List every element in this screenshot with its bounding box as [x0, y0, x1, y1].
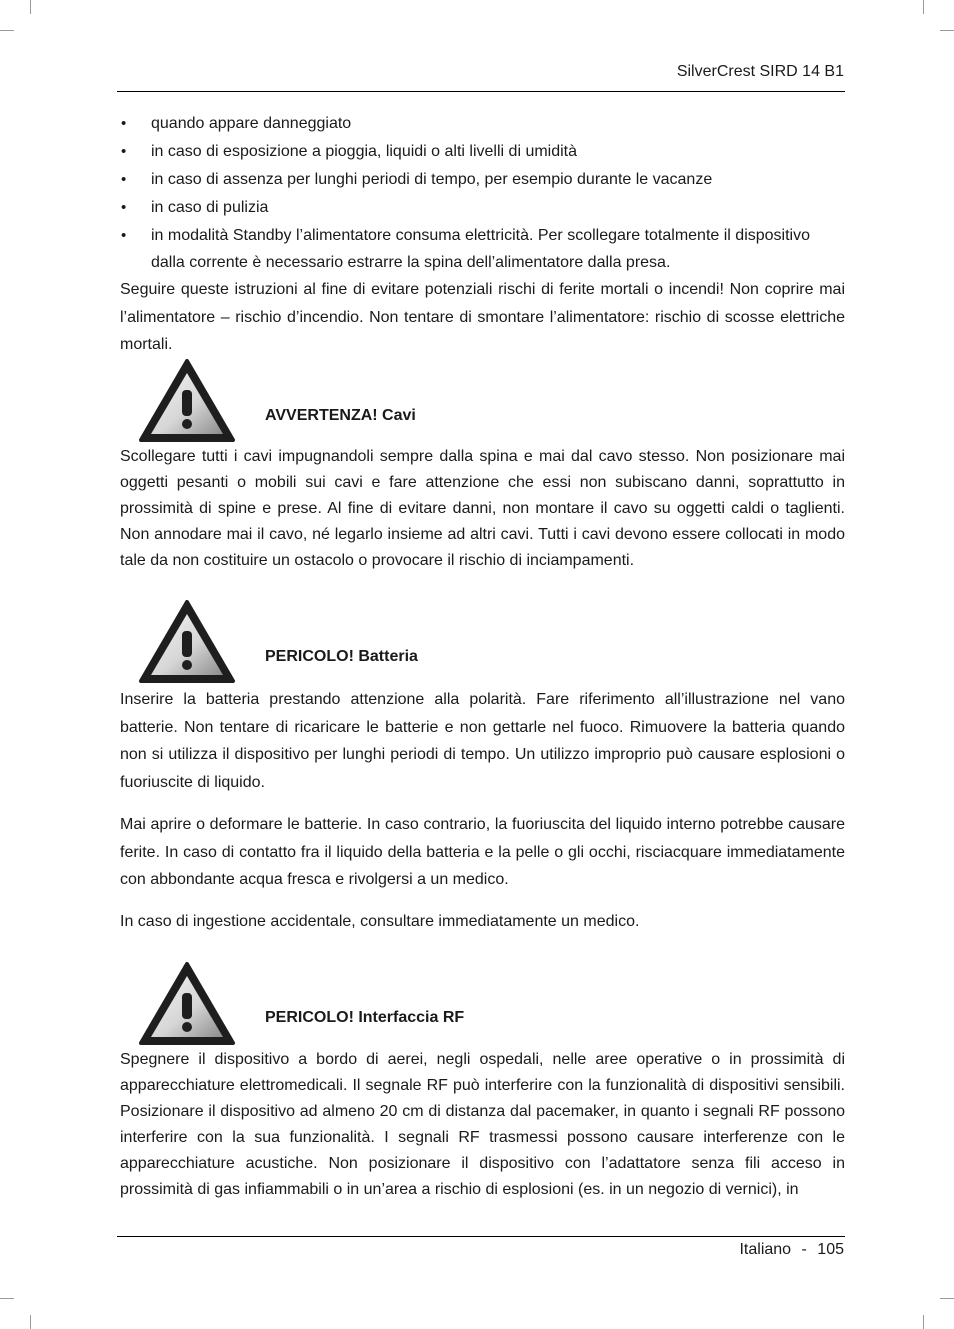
warning-triangle-icon: [138, 599, 236, 685]
crop-mark: [940, 30, 954, 31]
crop-mark: [0, 30, 14, 31]
warning-title: PERICOLO! Interfaccia RF: [265, 1009, 465, 1026]
bullet-icon: •: [121, 199, 127, 216]
list-item: • quando appare danneggiato: [120, 110, 845, 138]
page-footer: [739, 1241, 844, 1259]
list-item: • in modalità Standby l’alimentatore consuma elettricità. Per scollegare totalmente il dispositivo dalla corrente è necessario estrarre la spina dell’alimentatore dalla presa.: [120, 222, 845, 276]
page-number: 105: [817, 1241, 844, 1258]
footer-language: Italiano: [739, 1241, 792, 1258]
header-rule: [117, 91, 845, 92]
footer-rule: [117, 1236, 845, 1237]
bullet-icon: •: [121, 143, 127, 160]
warning-title: PERICOLO! Batteria: [265, 648, 418, 665]
battery-paragraph-1: Inserire la batteria prestando attenzione alla polarità. Fare riferimento all’illustrazione nel vano batterie. Non tentare di ricaricare le batterie e non gettarle nel fuoco. Rimuovere la batteria quando non si utilizza il dispositivo per lunghi periodi di tempo. Un utilizzo improprio può causare esplosioni o fuoriuscite di liquido.: [120, 691, 845, 791]
list-item: • in caso di pulizia: [120, 194, 845, 222]
crop-mark: [940, 1298, 954, 1299]
bullet-icon: •: [121, 227, 127, 244]
footer-separator: -: [801, 1241, 807, 1258]
header-title: SilverCrest SIRD 14 B1: [676, 63, 844, 80]
crop-mark: [30, 0, 31, 14]
list-item: • in caso di esposizione a pioggia, liquidi o alti livelli di umidità: [120, 138, 845, 166]
warning-rf: [138, 961, 838, 1047]
list-item: • in caso di assenza per lunghi periodi di tempo, per esempio durante le vacanze: [120, 166, 845, 194]
warning-battery: [138, 599, 838, 685]
crop-mark: [923, 0, 924, 14]
warning-triangle-icon: [138, 961, 236, 1047]
intro-paragraph: Seguire queste istruzioni al fine di evitare potenziali rischi di ferite mortali o incendi! Non coprire mai l’alimentatore – rischio d’incendio. Non tentare di smontare l’alimentatore: rischio di scosse elettriche mortali.: [120, 281, 845, 353]
battery-paragraph-3: In caso di ingestione accidentale, consultare immediatamente un medico.: [120, 913, 640, 930]
crop-mark: [923, 1315, 924, 1329]
cables-paragraph: Scollegare tutti i cavi impugnandoli sempre dalla spina e mai dal cavo stesso. Non posizionare mai oggetti pesanti o mobili sui cavi e fare attenzione che essi non subiscano danni, soprattutto in prossimità di spine e prese. Al fine di evitare danni, non montare il cavo su oggetti caldi o taglienti. Non annodare mai il cavo, né legarlo insieme ad altri cavi. Tutti i cavi devono essere collocati in modo tale da non costituire un ostacolo o provocare il rischio di inciampamenti.: [120, 448, 845, 569]
battery-paragraph-2: Mai aprire o deformare le batterie. In caso contrario, la fuoriuscita del liquido interno potrebbe causare ferite. In caso di contatto fra il liquido della batteria e la pelle o gli occhi, risciacquare immediatamente con abbondante acqua fresca e rivolgersi a un medico.: [120, 816, 845, 888]
warning-triangle-icon: [138, 358, 236, 444]
bullet-icon: •: [121, 171, 127, 188]
warning-title: AVVERTENZA! Cavi: [265, 407, 416, 424]
bullet-list: [120, 110, 845, 276]
crop-mark: [30, 1315, 31, 1329]
crop-mark: [0, 1298, 14, 1299]
bullet-icon: •: [121, 115, 127, 132]
rf-paragraph: Spegnere il dispositivo a bordo di aerei, negli ospedali, nelle aree operative o in prossimità di apparecchiature elettromedicali. Il segnale RF può interferire con la funzionalità di dispositivi sensibili. Posizionare il dispositivo ad almeno 20 cm di distanza dal pacemaker, in quanto i segnali RF possono interferire con la sua funzionalità. I segnali RF trasmessi possono causare interferenze con le apparecchiature acustiche. Non posizionare il dispositivo con l’adattatore senza fili acceso in prossimità di gas infiammabili o in un’area a rischio di esplosioni (es. in un negozio di vernici), in: [120, 1051, 845, 1198]
warning-cables: [138, 358, 838, 444]
